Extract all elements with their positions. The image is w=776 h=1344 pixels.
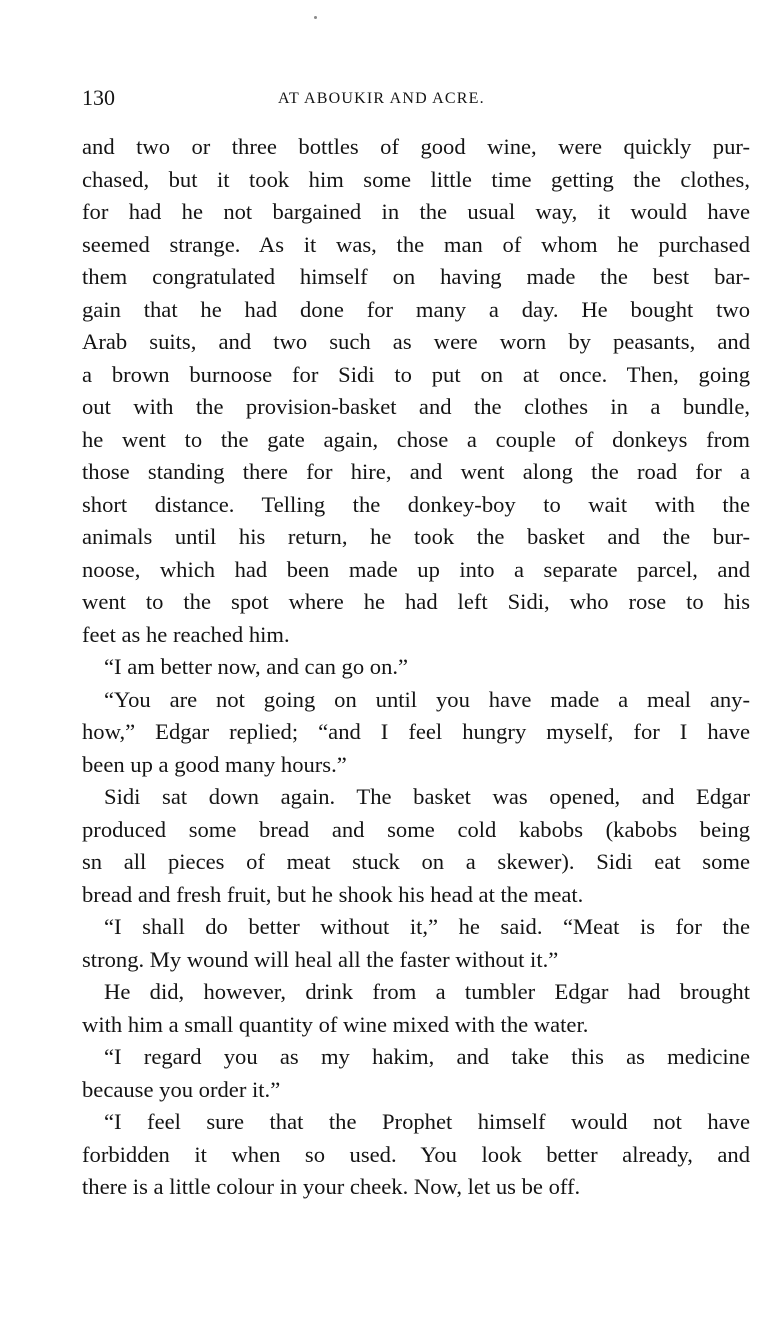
text-line: strong. My wound will heal all the faster without it.” xyxy=(82,946,559,972)
paragraph xyxy=(82,1041,750,1106)
text-line: been up a good many hours.” xyxy=(82,751,347,777)
paragraph xyxy=(82,684,750,782)
text-line: “I shall do better without it,” he said. “Meat is for the xyxy=(104,914,750,939)
paragraph xyxy=(82,976,750,1041)
text-line: “You are not going on until you have made a meal any- xyxy=(104,686,750,712)
body-text xyxy=(82,131,750,1204)
running-head: AT ABOUKIR AND ACRE. xyxy=(278,90,485,107)
paragraph xyxy=(82,781,750,911)
text-line: short distance. Telling the donkey-boy to wait with the xyxy=(82,491,750,517)
text-line: animals until his return, he took the basket and the bur- xyxy=(82,524,750,549)
text-line: chased, but it took him some little time getting the clothes, xyxy=(82,166,750,192)
text-line: bread and fresh fruit, but he shook his head at the meat. xyxy=(82,881,584,907)
text-line: Arab suits, and two such as were worn by peasants, and xyxy=(82,329,750,354)
paragraph xyxy=(82,651,750,684)
text-line: He did, however, drink from a tumbler Edgar had brought xyxy=(104,979,750,1004)
text-line: and two or three bottles of good wine, were quickly pur- xyxy=(82,134,750,159)
text-line: produced some bread and some cold kabobs (kabobs being xyxy=(82,816,750,842)
text-line: with him a small quantity of wine mixed with the water. xyxy=(82,1011,589,1037)
text-line: them congratulated himself on having made the best bar- xyxy=(82,264,750,289)
text-line: seemed strange. As it was, the man of whom he purchased xyxy=(82,231,750,257)
text-line: noose, which had been made up into a separate parcel, and xyxy=(82,556,750,582)
text-line: those standing there for hire, and went along the road for a xyxy=(82,459,750,484)
text-line: out with the provision-basket and the clothes in a bundle, xyxy=(82,394,750,419)
text-line: because you order it.” xyxy=(82,1076,281,1102)
text-line: “I feel sure that the Prophet himself would not have xyxy=(104,1109,750,1134)
paragraph xyxy=(82,1106,750,1204)
text-line: “I am better now, and can go on.” xyxy=(104,654,409,679)
text-line: Sidi sat down again. The basket was opened, and Edgar xyxy=(104,784,750,809)
text-line: how,” Edgar replied; “and I feel hungry myself, for I have xyxy=(82,719,750,744)
text-line: sn all pieces of meat stuck on a skewer). Sidi eat some xyxy=(82,849,750,874)
text-line: for had he not bargained in the usual way, it would have xyxy=(82,199,750,224)
text-line: “I regard you as my hakim, and take this as medicine xyxy=(104,1044,750,1069)
page-number: 130 xyxy=(82,85,115,110)
text-line: there is a little colour in your cheek. Now, let us be off. xyxy=(82,1174,581,1199)
text-line: went to the spot where he had left Sidi, who rose to his xyxy=(82,589,750,614)
text-line: forbidden it when so used. You look better already, and xyxy=(82,1141,750,1167)
paper-speck xyxy=(314,16,317,19)
paragraph xyxy=(82,131,750,651)
page-header xyxy=(82,84,750,112)
text-line: he went to the gate again, chose a couple of donkeys from xyxy=(82,426,750,452)
text-line: feet as he reached him. xyxy=(82,621,290,647)
text-line: gain that he had done for many a day. He bought two xyxy=(82,296,750,322)
paragraph xyxy=(82,911,750,976)
text-line: a brown burnoose for Sidi to put on at once. Then, going xyxy=(82,361,750,387)
